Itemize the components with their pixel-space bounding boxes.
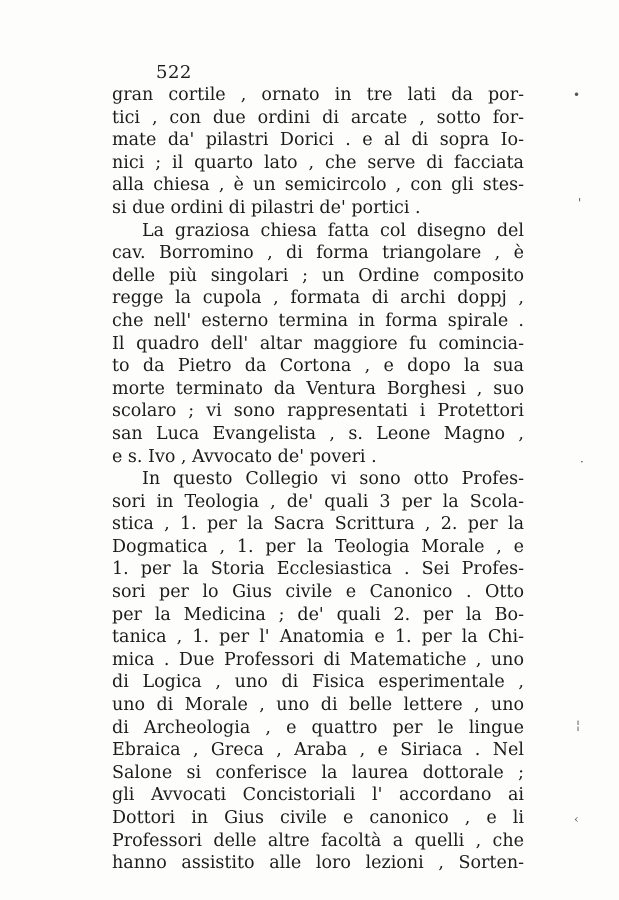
margin-mark: ‹ [574, 812, 579, 826]
text-line: tanica , 1. per l' Anatomia e 1. per la Chi- [112, 627, 524, 648]
text-line: Dogmatica , 1. per la Teologia Morale , e [112, 536, 524, 557]
text-line: hanno assistito alle loro lezioni , Sorten- [112, 853, 524, 874]
text-line: sori per lo Gius civile e Canonico . Otto [112, 582, 524, 603]
text-line: gran cortile , ornato in tre lati da por- [112, 85, 524, 105]
text-line: morte terminato da Ventura Borghesi , suo [112, 378, 524, 399]
text-line: La graziosa chiesa fatta col disegno del [142, 220, 524, 241]
text-line: e s. Ivo , Avvocato de' poveri . [112, 446, 377, 467]
text-line: san Luca Evangelista , s. Leone Magno , [112, 423, 524, 444]
text-line: per la Medicina ; de' quali 2. per la Bo- [112, 604, 524, 625]
text-line: mate da' pilastri Dorici . e al di sopra Io- [112, 130, 524, 151]
text-line: Ebraica , Greca , Araba , e Siriaca . Nel [112, 740, 524, 761]
text-line: si due ordini di pilastri de' portici . [112, 197, 421, 218]
text-line: di Archeologia , e quattro per le lingue [112, 717, 524, 738]
text-line: cav. Borromino , di forma triangolare , è [112, 243, 524, 264]
margin-mark: · [580, 455, 584, 469]
text-line: Dottori in Gius civile e canonico , e li [112, 808, 524, 828]
text-line: regge la cupola , formata di archi doppj , [112, 288, 524, 309]
text-line: stica , 1. per la Sacra Scrittura , 2. per la [112, 514, 524, 535]
text-line: Il quadro dell' altar maggiore fu comincia- [112, 333, 524, 354]
text-line: Salone si conferisce la laurea dottorale ; [112, 762, 524, 783]
margin-mark: ' [578, 196, 582, 210]
text-line: delle più singolari ; un Ordine composito [112, 265, 524, 286]
text-line: nici ; il quarto lato , che serve di facciata [112, 152, 524, 173]
text-line: uno di Morale , uno di belle lettere , uno [112, 695, 524, 716]
text-line: mica . Due Professori di Matematiche , uno [112, 649, 524, 670]
text-line: che nell' esterno termina in forma spirale . [112, 310, 524, 331]
text-line: sori in Teologia , de' quali 3 per la Scola- [112, 491, 524, 512]
text-line: to da Pietro da Cortona , e dopo la sua [112, 356, 524, 377]
page-number: 522 [156, 62, 192, 83]
text-line: alla chiesa , è un semicircolo , con gli stes- [112, 175, 524, 196]
text-line: In questo Collegio vi sono otto Profes- [142, 469, 524, 490]
margin-mark: • [573, 88, 581, 102]
text-line: scolaro ; vi sono rappresentati i Protettori [112, 401, 524, 422]
body-text [112, 84, 524, 875]
text-line: tici , con due ordini di arcate , sotto for- [112, 107, 524, 128]
margin-mark: ¦ [576, 718, 581, 732]
text-line: di Logica , uno di Fisica esperimentale , [112, 672, 524, 693]
text-line: Professori delle altre facoltà a quelli , che [112, 830, 524, 851]
text-line: gli Avvocati Concistoriali l' accordano ai [112, 785, 524, 806]
text-line: 1. per la Storia Ecclesiastica . Sei Profes- [112, 559, 524, 580]
